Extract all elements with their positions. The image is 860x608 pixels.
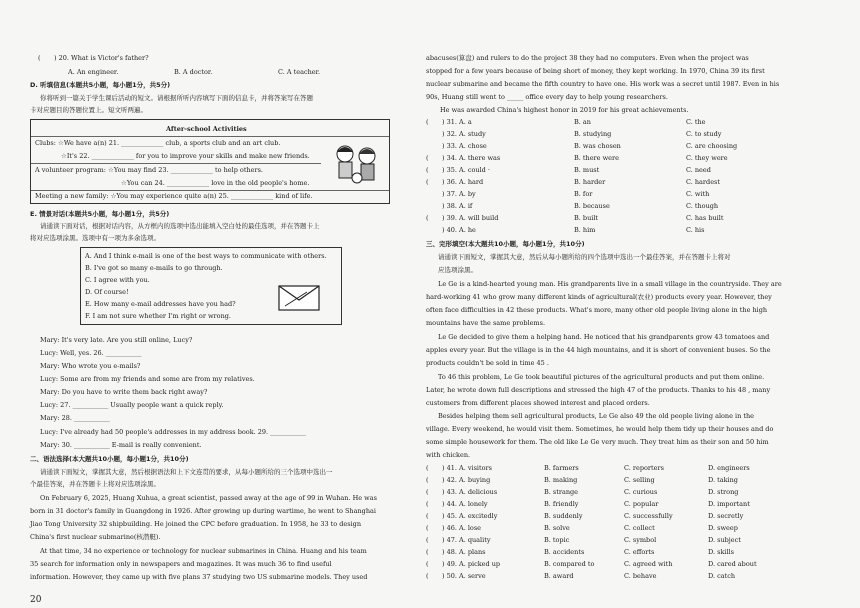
q44-option-a[interactable]: ) 44. A. lonely <box>442 500 488 508</box>
envelope-icon <box>277 282 323 314</box>
cloze-line: Later, he wrote down full descriptions and stressed the high 47 of the products. Thanks to his 48 , many <box>426 386 771 394</box>
info-card-row-24: ☆You can 24. _____________ love in the old people's home. <box>121 179 310 187</box>
section-d-instruction-1: 你将听到一篇关于学生课后活动的短文。请根据所听内容填写下面的信息卡，并将答案写在答题 <box>40 94 313 102</box>
cloze-line: customers from different places showed interest and placed orders. <box>426 399 650 407</box>
cloze-line: Besides helping them sell agricultural products, Le Ge also 49 the old people living alone in the <box>438 412 755 420</box>
answer-paren[interactable]: ( <box>426 548 429 556</box>
q47-option-d[interactable]: D. subject <box>708 536 741 544</box>
passage-line: born in 31 doctor's family in Guangdong in 1926. After growing up during wartime, he went to Shanghai <box>30 507 376 515</box>
info-card-title: After-school Activities <box>166 125 247 133</box>
passage-line: He was awarded China's highest honor in 2019 for his great achievements. <box>440 106 689 114</box>
q47-option-b[interactable]: B. topic <box>544 536 570 544</box>
section-e-title: E. 情景对话(本题共5小题，每小题1分，共5分) <box>30 210 170 218</box>
info-card-row-21: Clubs: ☆We have a(n) 21. _____________ club, a sports club and an art club. <box>35 139 281 147</box>
info-card <box>30 119 390 204</box>
q48-option-b[interactable]: B. accidents <box>544 548 585 556</box>
q48-option-a[interactable]: ) 48. A. plans <box>442 548 486 556</box>
q43-option-b[interactable]: B. strange <box>544 488 579 496</box>
section-d-title: D. 听填信息(本题共5小题，每小题1分，共5分) <box>30 81 171 89</box>
cloze-line: Le Ge decided to give them a helping hand. He noticed that his grandparents grow 43 tomatoes and <box>438 333 770 341</box>
option-c: C. I agree with you. <box>85 276 150 284</box>
q39-option-a[interactable]: ) 39. A. will build <box>442 214 499 222</box>
answer-paren[interactable]: ( <box>426 500 429 508</box>
q49-option-b[interactable]: B. compared to <box>544 560 595 568</box>
option-f: F. I am not sure whether I'm right or wrong. <box>85 312 231 320</box>
answer-paren[interactable]: ( <box>426 464 429 472</box>
cloze-line: apples every year. But the village is in the 44 high mountains, and it is short of convenient buses. So the <box>426 346 771 354</box>
q40-option-a[interactable]: ) 40. A. he <box>442 226 476 234</box>
answer-paren[interactable]: ( <box>426 572 429 580</box>
dialog-line: Mary: 30. ___________ E-mail is really convenient. <box>40 441 202 449</box>
info-card-row-25: Meeting a new family: ☆You may experience quite a(n) 25. _____________ kind of life. <box>35 192 313 200</box>
passage-line: nuclear submarine and became the fifth country to have one. His work was a secret until 1987. Even in his <box>426 80 780 88</box>
section-3-instruction-2: 应选项涂黑。 <box>438 266 477 274</box>
dialog-line: Mary: 28. ___________ <box>40 414 110 422</box>
q34-option-a[interactable]: ) 34. A. there was <box>442 154 501 162</box>
answer-paren[interactable]: ( <box>426 512 429 520</box>
q36-option-b[interactable]: B. harder <box>574 178 606 186</box>
cloze-line: products couldn't be sold in time 45 . <box>426 359 549 367</box>
answer-paren[interactable]: ( <box>426 560 429 568</box>
q46-option-c[interactable]: C. collect <box>624 524 655 532</box>
passage-line: information. However, they came up with five plans 37 studying two US submarine models. They used <box>30 573 368 581</box>
q48-option-d[interactable]: D. skills <box>708 548 734 556</box>
section-d-instruction-2: 卡对应题目的答题位置上。短文听两遍。 <box>30 106 147 114</box>
q32-option-c[interactable]: C. to study <box>686 130 722 138</box>
q36-option-a[interactable]: ) 36. A. hard <box>442 178 484 186</box>
cloze-line: some simple housework for them. The old like Le Ge very much. They treat him as their son and 50 him <box>426 438 769 446</box>
page-number: 20 <box>30 595 42 605</box>
q41-option-d[interactable]: D. engineers <box>708 464 750 472</box>
q34-option-b[interactable]: B. there were <box>574 154 619 162</box>
q33-option-a[interactable]: ) 33. A. chose <box>442 142 487 150</box>
q39-option-c[interactable]: C. has built <box>686 214 724 222</box>
q37-option-a[interactable]: ) 37. A. by <box>442 190 476 198</box>
q44-option-b[interactable]: B. friendly <box>544 500 579 508</box>
cloze-line: hard-working 41 who grow many different kinds of agricultural(农业) products every year. However, they <box>426 293 772 301</box>
passage-line: 35 search for information only in newspapers and magazines. It was much 36 to find useful <box>30 560 332 568</box>
section-2-title: 二、语法选择(本大题共10小题，每小题1分，共10分) <box>30 455 189 463</box>
q44-option-c[interactable]: C. popular <box>624 500 659 508</box>
q45-option-c[interactable]: C. successfully <box>624 512 673 520</box>
children-illustration <box>331 140 383 186</box>
dialog-line: Mary: It's very late. Are you still online, Lucy? <box>40 336 193 344</box>
right-column <box>418 0 860 608</box>
q45-option-d[interactable]: D. secretly <box>708 512 744 520</box>
q49-option-d[interactable]: D. cared about <box>708 560 757 568</box>
q47-option-a[interactable]: ) 47. A. quality <box>442 536 491 544</box>
q49-option-c[interactable]: C. agreed with <box>624 560 673 568</box>
answer-paren[interactable]: ( <box>426 154 429 162</box>
passage-line: China's first nuclear submarine(核潜艇). <box>30 533 161 541</box>
cloze-line: village. Every weekend, he would visit them. Sometimes, he would help them tidy up their houses and do <box>426 425 774 433</box>
option-e: E. How many e-mail addresses have you had? <box>85 300 236 308</box>
answer-paren[interactable]: ( <box>426 118 429 126</box>
cloze-line: with chicken. <box>426 451 471 459</box>
q41-option-b[interactable]: B. farmers <box>544 464 579 472</box>
info-card-row-23: A volunteer program: ☆You may find 23. _____________ to help others. <box>35 166 263 174</box>
q50-option-c[interactable]: C. behave <box>624 572 657 580</box>
q50-option-d[interactable]: D. catch <box>708 572 736 580</box>
q33-option-b[interactable]: B. was chosen <box>574 142 621 150</box>
q35-option-c[interactable]: C. need <box>686 166 711 174</box>
q50-option-a[interactable]: ) 50. A. serve <box>442 572 486 580</box>
q40-option-c[interactable]: C. his <box>686 226 705 234</box>
answer-paren[interactable]: ( <box>426 178 429 186</box>
q33-option-c[interactable]: C. are choosing <box>686 142 738 150</box>
q35-option-b[interactable]: B. must <box>574 166 600 174</box>
q34-option-c[interactable]: C. they were <box>686 154 728 162</box>
q41-option-c[interactable]: C. reporters <box>624 464 664 472</box>
q38-option-a[interactable]: ) 38. A. if <box>442 202 473 210</box>
q31-option-a[interactable]: ) 31. A. a <box>442 118 472 126</box>
q46-option-a[interactable]: ) 46. A. lose <box>442 524 482 532</box>
option-d: D. Of course! <box>85 288 129 296</box>
dialog-line: Lucy: Well, yes. 26. ___________ <box>40 349 142 357</box>
section-3-title: 三、完形填空(本大题共10小题，每小题1分，共10分) <box>426 240 585 248</box>
dialog-line: Mary: Who wrote you e-mails? <box>40 362 141 370</box>
info-card-row-22: ☆It's 22. _____________ for you to improve your skills and make new friends. <box>61 152 310 160</box>
answer-paren[interactable]: ( <box>426 214 429 222</box>
q46-option-b[interactable]: B. solve <box>544 524 570 532</box>
q39-option-b[interactable]: B. built <box>574 214 599 222</box>
passage-line: On February 6, 2025, Huang Xuhua, a great scientist, passed away at the age of 99 in Wuhan. He was <box>40 494 377 502</box>
section-e-instruction-2: 将对应选项涂黑。选项中有一项为多余选项。 <box>30 234 160 242</box>
section-3-instruction-1: 请通读下面短文，掌握其大意，然后从每小题所给的四个选项中选出一个最佳答案，并在答题卡上将对 <box>438 253 731 261</box>
answer-paren[interactable]: ( <box>426 488 429 496</box>
left-column <box>0 0 410 608</box>
q20-option-b: B. A doctor. <box>174 68 213 76</box>
q31-option-c[interactable]: C. the <box>686 118 706 126</box>
q46-option-d[interactable]: D. sweep <box>708 524 738 532</box>
q47-option-c[interactable]: C. symbol <box>624 536 657 544</box>
dialog-line: Lucy: I've already had 50 people's addresses in my address book. 29. ___________ <box>40 428 306 436</box>
q38-option-c[interactable]: C. though <box>686 202 719 210</box>
q32-option-a[interactable]: ) 32. A. study <box>442 130 486 138</box>
q42-option-c[interactable]: C. selling <box>624 476 655 484</box>
q43-option-d[interactable]: D. strong <box>708 488 739 496</box>
option-b: B. I've got so many e-mails to go through. <box>85 264 223 272</box>
q42-option-b[interactable]: B. making <box>544 476 578 484</box>
section-2-instruction-2: 个最佳答案，并在答题卡上将对应选项涂黑。 <box>30 480 160 488</box>
passage-line: stopped for a few years because of being short of money, they kept working. In 1970, China 39 its first <box>426 67 765 75</box>
section-2-instruction-1: 请通读下面短文，掌握其大意，然后根据语法和上下文连贯的要求，从每小题所给的三个选项中选出一 <box>40 468 333 476</box>
q43-option-c[interactable]: C. curious <box>624 488 658 496</box>
dialog-line: Lucy: Some are from my friends and some are from my relatives. <box>40 375 255 383</box>
q49-option-a[interactable]: ) 49. A. picked up <box>442 560 501 568</box>
q37-option-c[interactable]: C. with <box>686 190 710 198</box>
q43-option-a[interactable]: ) 43. A. delicious <box>442 488 498 496</box>
q41-option-a[interactable]: ) 41. A. visitors <box>442 464 492 472</box>
answer-paren[interactable]: ( <box>426 536 429 544</box>
answer-paren[interactable]: ( <box>426 524 429 532</box>
q35-option-a[interactable]: ) 35. A. could · <box>442 166 490 174</box>
dialog-line: Lucy: 27. ___________ Usually people want a quick reply. <box>40 401 224 409</box>
q42-option-a[interactable]: ) 42. A. buying <box>442 476 491 484</box>
options-box <box>80 247 342 325</box>
q36-option-c[interactable]: C. hardest <box>686 178 720 186</box>
answer-paren[interactable]: ( <box>426 166 429 174</box>
q42-option-d[interactable]: D. taking <box>708 476 738 484</box>
q20-option-c: C. A teacher. <box>278 68 321 76</box>
passage-line: abacuses(算盘) and rulers to do the project 38 they had no computers. Even when the project was <box>426 54 749 62</box>
q38-option-b[interactable]: B. because <box>574 202 610 210</box>
q20-question: ) 20. What is Victor's father? <box>54 54 149 62</box>
passage-line: Jiao Tong University 32 shipbuilding. He joined the CPC before graduation. In 1958, he 33 to design <box>30 520 362 528</box>
cloze-line: mountains have the same problems. <box>426 319 546 327</box>
q31-option-b[interactable]: B. an <box>574 118 591 126</box>
cloze-line: Le Ge is a kind-hearted young man. His grandparents live in a small village in the countryside. They are <box>438 280 782 288</box>
passage-line: At that time, 34 no experience or technology for nuclear submarines in China. Huang and his team <box>40 547 367 555</box>
section-e-instruction-1: 请通读下面对话，根据对话内容，从方框内的选项中选出能填入空白处的最佳选项，并在答题卡上 <box>40 222 320 230</box>
q45-option-b[interactable]: B. suddenly <box>544 512 583 520</box>
q20-paren: ( <box>38 54 41 62</box>
q50-option-b[interactable]: B. award <box>544 572 574 580</box>
q44-option-d[interactable]: D. important <box>708 500 750 508</box>
cloze-line: often face difficulties in 42 these products. What's more, many other old people living alone in the high <box>426 306 768 314</box>
answer-paren[interactable]: ( <box>426 476 429 484</box>
q37-option-b[interactable]: B. for <box>574 190 593 198</box>
q45-option-a[interactable]: ) 45. A. excitedly <box>442 512 498 520</box>
q48-option-c[interactable]: C. efforts <box>624 548 655 556</box>
q20-option-a: A. An engineer. <box>68 68 119 76</box>
q32-option-b[interactable]: B. studying <box>574 130 612 138</box>
passage-line: 90s, Huang still went to _____ office every day to help young researchers. <box>426 93 668 101</box>
option-a: A. And I think e-mail is one of the best ways to communicate with others. <box>85 252 327 260</box>
q40-option-b[interactable]: B. him <box>574 226 596 234</box>
cloze-line: To 46 this problem, Le Ge took beautiful pictures of the agricultural products and put them online. <box>438 373 765 381</box>
dialog-line: Mary: Do you have to write them back right away? <box>40 388 208 396</box>
